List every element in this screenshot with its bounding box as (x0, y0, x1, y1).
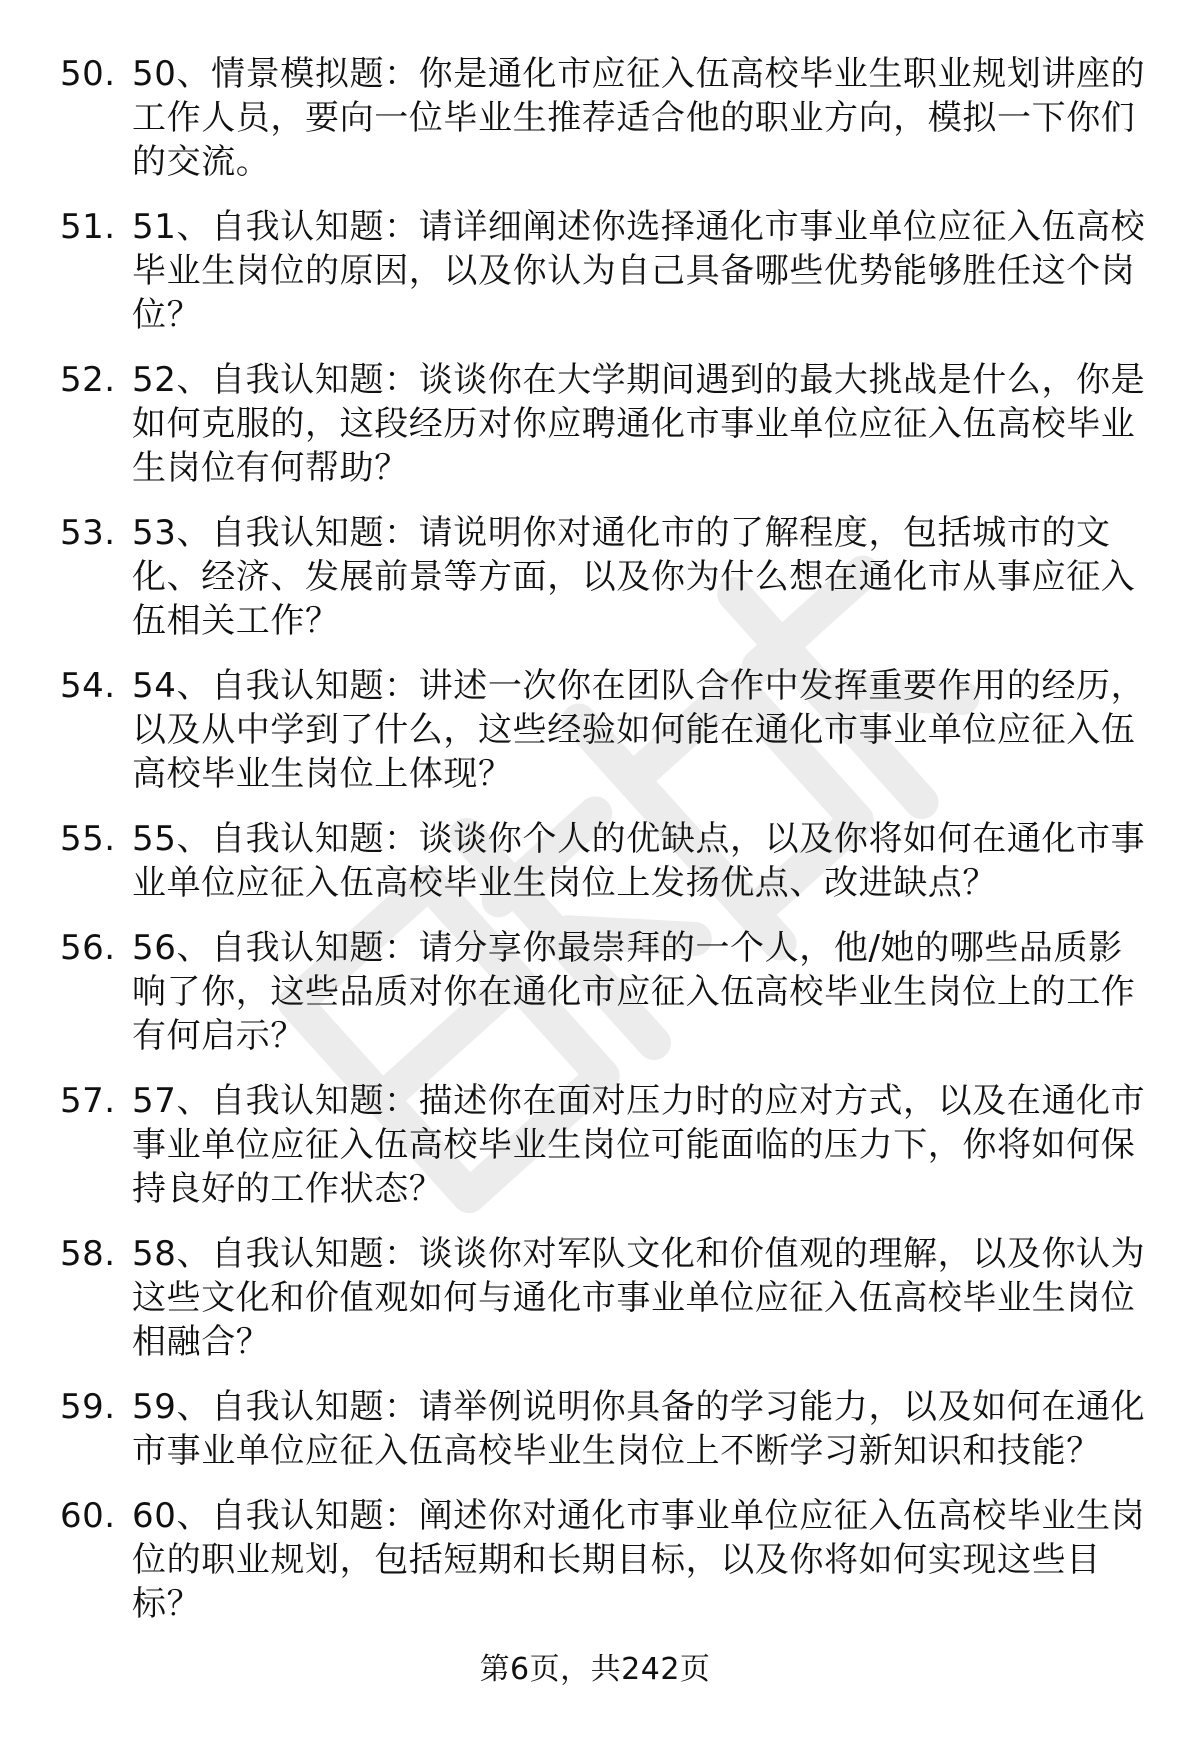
question-text: 60、自我认知题：阐述你对通化市事业单位应征入伍高校毕业生岗位的职业规划，包括短期和长期目标，以及你将如何实现这些目标？ (132, 1496, 1146, 1624)
question-item (60, 52, 1160, 184)
page-footer (0, 1650, 1190, 1690)
page-number-label: 第6页，共242页 (479, 1652, 711, 1687)
question-item (60, 1232, 1160, 1364)
question-number: 58. (60, 1234, 116, 1274)
question-text: 57、自我认知题：描述你在面对压力时的应对方式，以及在通化市事业单位应征入伍高校毕业生岗位可能面临的压力下，你将如何保持良好的工作状态？ (132, 1081, 1146, 1209)
question-text: 56、自我认知题：请分享你最崇拜的一个人，他/她的哪些品质影响了你，这些品质对你在通化市应征入伍高校毕业生岗位上的工作有何启示？ (132, 928, 1136, 1056)
question-number: 55. (60, 819, 116, 859)
question-item (60, 1494, 1160, 1626)
question-item (60, 664, 1160, 796)
question-item (60, 511, 1160, 643)
question-text: 55、自我认知题：谈谈你个人的优缺点，以及你将如何在通化市事业单位应征入伍高校毕业生岗位上发扬优点、改进缺点？ (132, 819, 1146, 903)
question-text: 54、自我认知题：讲述一次你在团队合作中发挥重要作用的经历，以及从中学到了什么，这些经验如何能在通化市事业单位应征入伍高校毕业生岗位上体现？ (132, 666, 1146, 794)
question-number: 53. (60, 513, 116, 553)
question-item (60, 205, 1160, 337)
question-text: 58、自我认知题：谈谈你对军队文化和价值观的理解，以及你认为这些文化和价值观如何与通化市事业单位应征入伍高校毕业生岗位相融合？ (132, 1234, 1146, 1362)
question-item (60, 926, 1160, 1058)
question-text: 52、自我认知题：谈谈你在大学期间遇到的最大挑战是什么，你是如何克服的，这段经历对你应聘通化市事业单位应征入伍高校毕业生岗位有何帮助？ (132, 360, 1146, 488)
question-number: 57. (60, 1081, 116, 1121)
question-number: 50. (60, 54, 116, 94)
question-text: 51、自我认知题：请详细阐述你选择通化市事业单位应征入伍高校毕业生岗位的原因，以及你认为自己具备哪些优势能够胜任这个岗位？ (132, 207, 1146, 335)
question-text: 53、自我认知题：请说明你对通化市的了解程度，包括城市的文化、经济、发展前景等方面，以及你为什么想在通化市从事应征入伍相关工作？ (132, 513, 1136, 641)
question-text: 50、情景模拟题：你是通化市应征入伍高校毕业生职业规划讲座的工作人员，要向一位毕业生推荐适合他的职业方向，模拟一下你们的交流。 (132, 54, 1146, 182)
question-item (60, 1385, 1160, 1473)
question-number: 59. (60, 1387, 116, 1427)
question-list (60, 52, 1160, 1647)
question-number: 54. (60, 666, 116, 706)
question-item (60, 817, 1160, 905)
question-item (60, 1079, 1160, 1211)
question-number: 60. (60, 1496, 116, 1536)
question-number: 52. (60, 360, 116, 400)
question-text: 59、自我认知题：请举例说明你具备的学习能力，以及如何在通化市事业单位应征入伍高校毕业生岗位上不断学习新知识和技能？ (132, 1387, 1146, 1471)
question-item (60, 358, 1160, 490)
question-number: 56. (60, 928, 116, 968)
question-number: 51. (60, 207, 116, 247)
